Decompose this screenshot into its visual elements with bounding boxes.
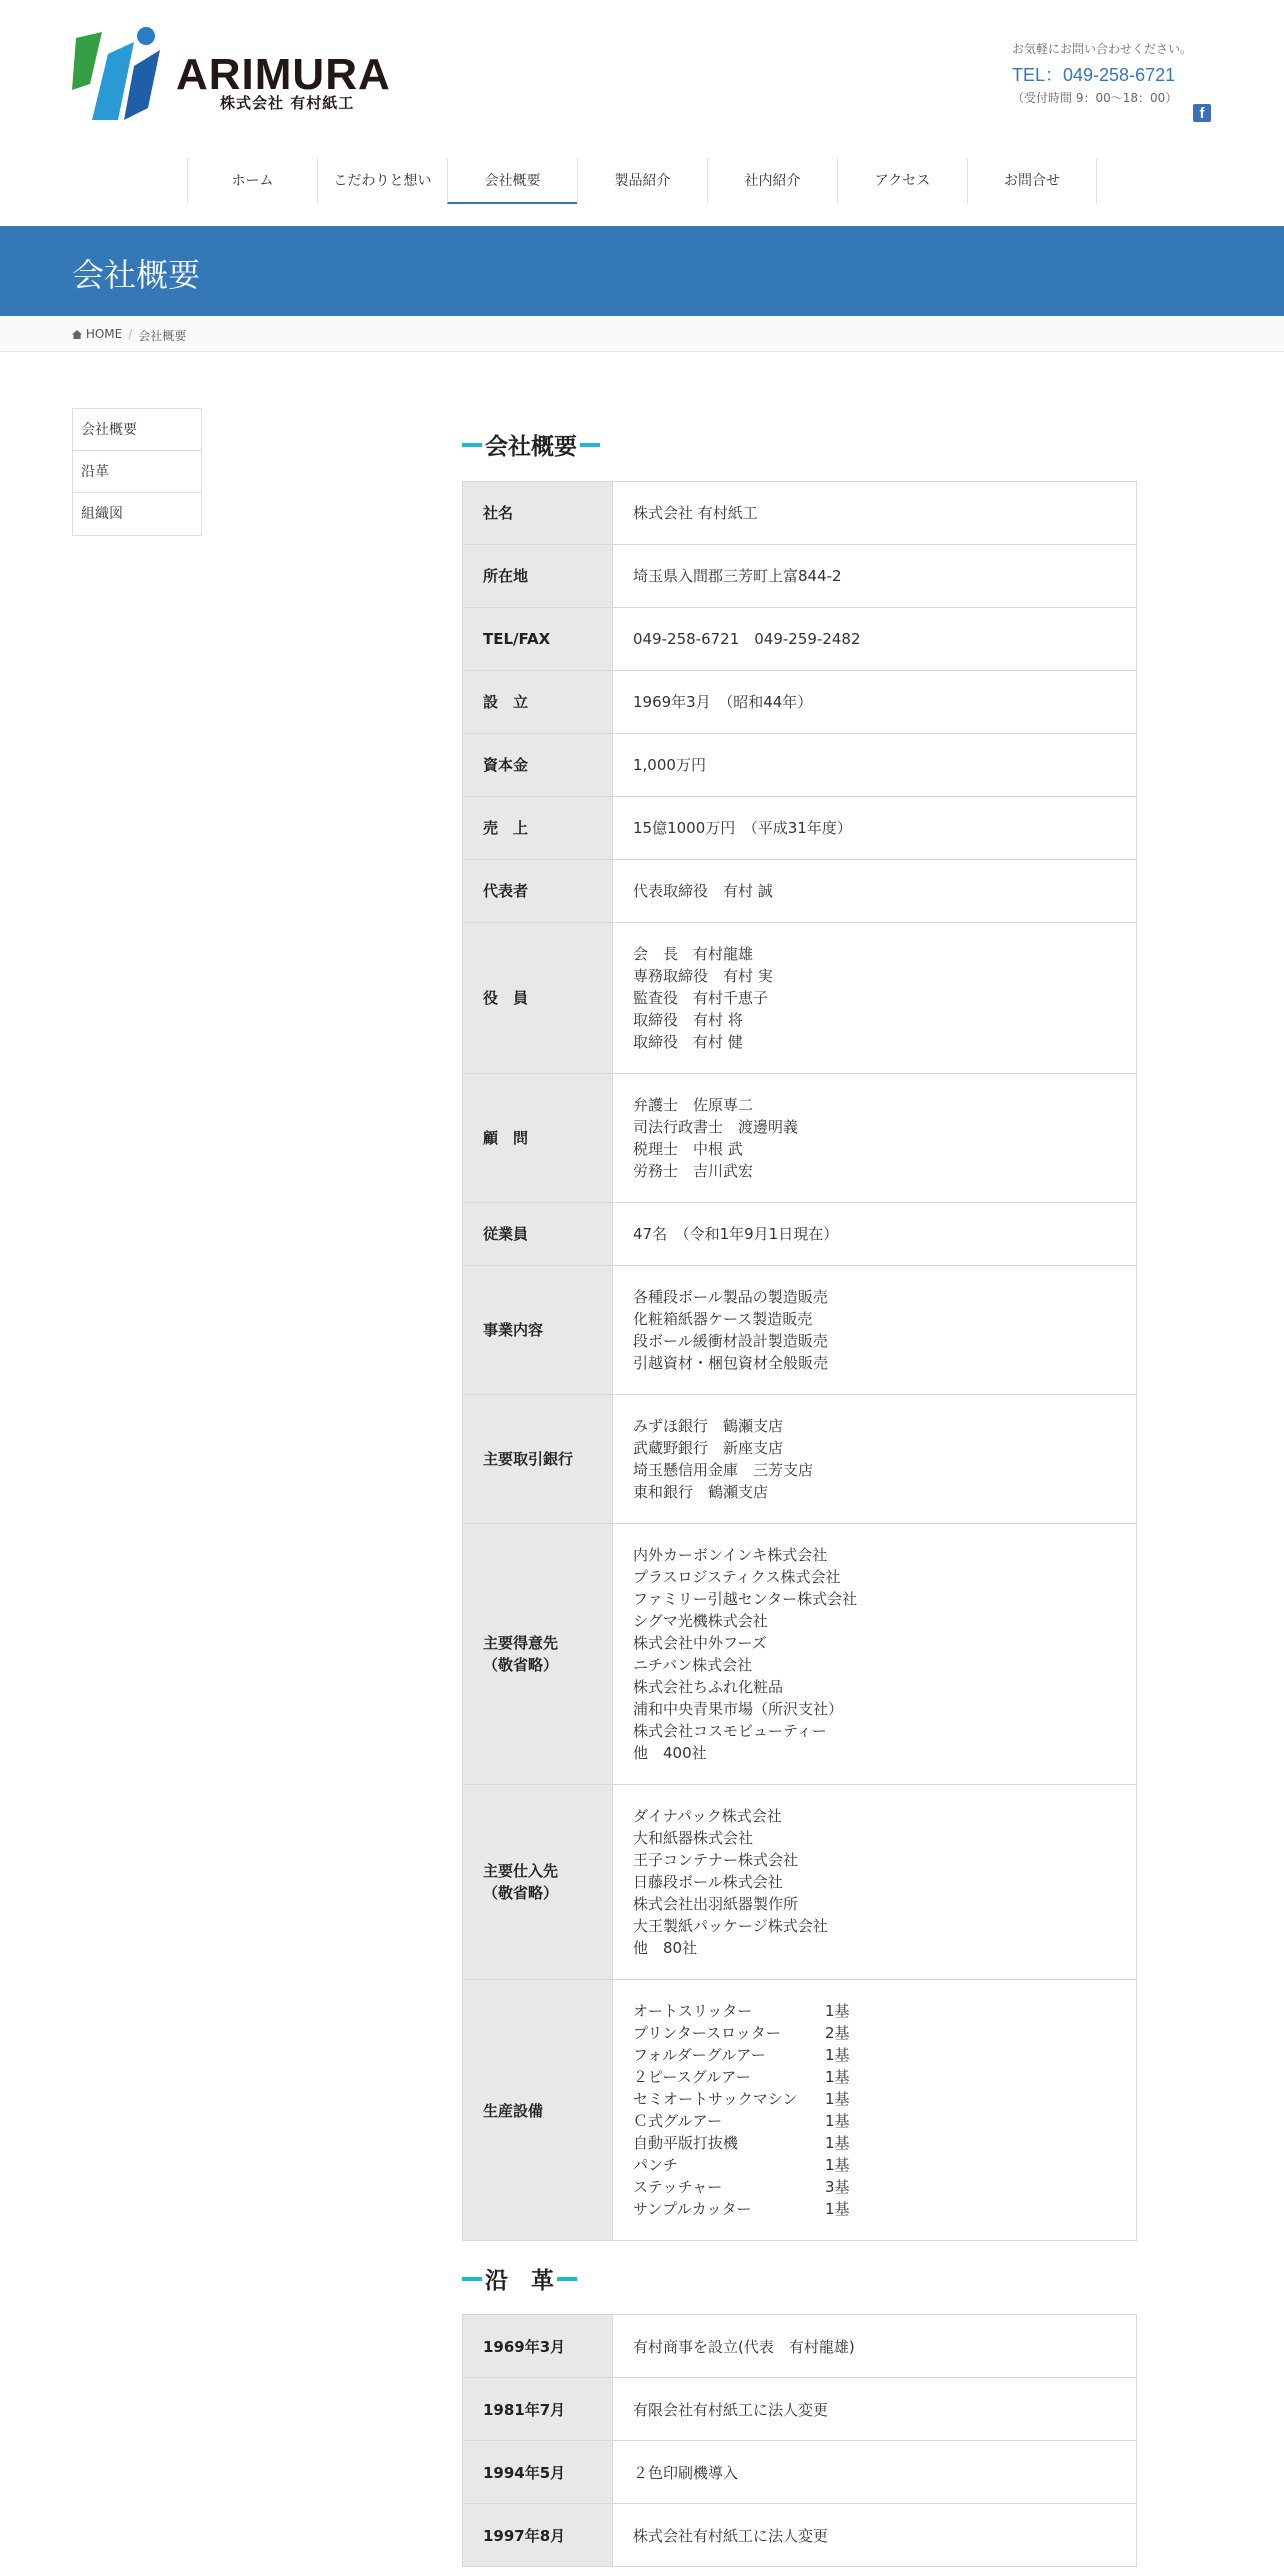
equipment-item <box>633 2132 1136 2154</box>
history-heading <box>462 2262 577 2295</box>
history-text: 株式会社有村紙工に法人変更 <box>613 2504 1137 2567</box>
overview-row <box>463 1203 1137 1266</box>
history-row <box>463 2315 1137 2378</box>
equipment-count: 1基 <box>825 2156 850 2174</box>
equipment-name: サンプルカッター <box>633 2200 752 2218</box>
equipment-item <box>633 2198 1136 2220</box>
row-value-text: 1969年3月 （昭和44年） <box>633 693 813 711</box>
heading-accent-bar <box>462 2277 482 2281</box>
equipment-name: オートスリッター <box>633 2002 753 2020</box>
global-nav <box>187 158 1097 204</box>
row-value-text: 代表取締役 有村 誠 <box>633 882 773 900</box>
facebook-icon[interactable]: f <box>1193 104 1211 122</box>
logo-company-name: 株式会社 有村紙工 <box>220 94 355 112</box>
equipment-item <box>633 2044 1136 2066</box>
row-value-text: 47名 （令和1年9月1日現在） <box>633 1225 839 1243</box>
equipment-item <box>633 2022 1136 2044</box>
overview-row <box>463 797 1137 860</box>
nav-item[interactable]: こだわりと想い <box>317 158 447 204</box>
header-contact <box>1012 40 1192 106</box>
equipment-name: セミオートサックマシン <box>633 2090 798 2108</box>
row-label: TEL/FAX <box>463 608 613 671</box>
equipment-name: 自動平版打抜機 <box>633 2134 739 2152</box>
subnav-item[interactable]: 組織図 <box>81 506 123 522</box>
row-value-text: みずほ銀行 鶴瀬支店 武蔵野銀行 新座支店 埼玉懸信用金庫 三芳支店 東和銀行 鶴瀬支店 <box>633 1417 814 1501</box>
equipment-item <box>633 2110 1136 2132</box>
equipment-count: 1基 <box>825 2200 850 2218</box>
site-logo[interactable] <box>72 24 392 124</box>
row-label: 代表者 <box>463 860 613 923</box>
overview-row <box>463 545 1137 608</box>
row-value <box>613 1266 1137 1395</box>
history-date: 1994年5月 <box>463 2441 613 2504</box>
row-value <box>613 1395 1137 1524</box>
contact-tel[interactable]: TEL：049-258-6721 <box>1012 65 1176 85</box>
breadcrumb <box>0 316 1284 352</box>
row-value <box>613 1785 1137 1980</box>
overview-row <box>463 860 1137 923</box>
equipment-name: ２ピースグルアー <box>633 2068 751 2086</box>
overview-heading <box>462 428 600 461</box>
row-value-text: 1,000万円 <box>633 756 706 774</box>
equipment-count: 1基 <box>825 2134 850 2152</box>
history-date: 1969年3月 <box>463 2315 613 2378</box>
equipment-item <box>633 2176 1136 2198</box>
nav-item[interactable]: 製品紹介 <box>577 158 707 204</box>
history-text: 有村商事を設立(代表 有村龍雄) <box>613 2315 1137 2378</box>
history-row <box>463 2378 1137 2441</box>
row-label: 資本金 <box>463 734 613 797</box>
overview-row <box>463 482 1137 545</box>
row-label: 事業内容 <box>463 1266 613 1395</box>
row-value-text: 15億1000万円 （平成31年度） <box>633 819 852 837</box>
row-value-text: 弁護士 佐原専二 司法行政書士 渡邊明義 税理士 中根 武 労務士 吉川武宏 <box>633 1096 799 1180</box>
row-value-text: 各種段ボール製品の製造販売 化粧箱紙器ケース製造販売 段ボール緩衝材設計製造販売 引越資材・梱包資材全般販売 <box>633 1288 829 1372</box>
nav-item[interactable]: アクセス <box>837 158 967 204</box>
overview-row <box>463 1785 1137 1980</box>
sub-nav <box>72 408 202 536</box>
row-label: 所在地 <box>463 545 613 608</box>
row-label: 主要取引銀行 <box>463 1395 613 1524</box>
overview-row-equipment <box>463 1980 1137 2241</box>
nav-item[interactable]: ホーム <box>187 158 317 204</box>
equipment-item <box>633 2066 1136 2088</box>
equipment-name: Ｃ式グルアー <box>633 2112 723 2130</box>
page-header-banner <box>0 226 1284 316</box>
row-label: 主要仕入先 （敬省略） <box>463 1785 613 1980</box>
row-value <box>613 860 1137 923</box>
history-row <box>463 2441 1137 2504</box>
subnav-item[interactable]: 沿革 <box>73 451 201 493</box>
equipment-count: 1基 <box>825 2046 850 2064</box>
row-value-text: 049-258-6721 049-259-2482 <box>633 630 861 648</box>
row-label: 顧 問 <box>463 1074 613 1203</box>
equipment-list <box>613 1980 1137 2241</box>
row-label: 主要得意先 （敬省略） <box>463 1524 613 1785</box>
row-value <box>613 734 1137 797</box>
breadcrumb-home-link[interactable] <box>72 327 122 344</box>
equipment-count: 1基 <box>825 2002 850 2020</box>
site-header <box>0 0 1284 189</box>
nav-item[interactable]: 社内紹介 <box>707 158 837 204</box>
row-label: 役 員 <box>463 923 613 1074</box>
history-row <box>463 2504 1137 2567</box>
equipment-item <box>633 2000 1136 2022</box>
row-label: 生産設備 <box>463 1980 613 2241</box>
heading-accent-bar <box>580 443 600 447</box>
breadcrumb-current: 会社概要 <box>138 329 187 343</box>
subnav-item[interactable]: 会社概要 <box>73 409 201 451</box>
overview-row <box>463 1266 1137 1395</box>
row-label: 従業員 <box>463 1203 613 1266</box>
contact-note: お気軽にお問い合わせください。 <box>1012 42 1193 56</box>
row-value-text: 埼玉県入間郡三芳町上富844-2 <box>633 567 842 585</box>
overview-heading-text: 会社概要 <box>485 434 577 460</box>
overview-row <box>463 734 1137 797</box>
history-table <box>462 2314 1137 2567</box>
overview-table <box>462 481 1137 2241</box>
history-text: 有限会社有村紙工に法人変更 <box>613 2378 1137 2441</box>
logo-mark-icon <box>72 24 168 124</box>
row-label: 売 上 <box>463 797 613 860</box>
nav-item[interactable]: 会社概要 <box>447 158 577 204</box>
row-value <box>613 545 1137 608</box>
row-value-text: 内外カーボンインキ株式会社 プラスロジスティクス株式会社 ファミリー引越センター株式会社 シグマ光機株式会社 株式会社中外フーズ ニチバン株式会社 株式会社ちふれ化粧品 浦和中央青果市場（所沢支社） 株式会社コスモビューティー 他 400社 <box>633 1546 858 1762</box>
history-date: 1997年8月 <box>463 2504 613 2567</box>
overview-row <box>463 671 1137 734</box>
row-value <box>613 1524 1137 1785</box>
page-title: 会社概要 <box>72 256 201 294</box>
overview-row <box>463 1074 1137 1203</box>
row-value <box>613 797 1137 860</box>
overview-row <box>463 923 1137 1074</box>
equipment-count: 3基 <box>825 2178 850 2196</box>
contact-hours: （受付時間 9：00～18：00） <box>1012 91 1178 105</box>
row-value <box>613 923 1137 1074</box>
row-value <box>613 482 1137 545</box>
row-value <box>613 1203 1137 1266</box>
heading-accent-bar <box>557 2277 577 2281</box>
equipment-count: 1基 <box>825 2112 850 2130</box>
equipment-name: パンチ <box>633 2156 679 2174</box>
row-label: 設 立 <box>463 671 613 734</box>
row-value <box>613 608 1137 671</box>
row-value <box>613 1074 1137 1203</box>
breadcrumb-home-label: HOME <box>85 327 123 341</box>
row-value-text: ダイナパック株式会社 大和紙器株式会社 王子コンテナー株式会社 日藤段ボール株式会社 株式会社出羽紙器製作所 大王製紙パッケージ株式会社 他 80社 <box>633 1807 828 1957</box>
equipment-item <box>633 2088 1136 2110</box>
equipment-count: 1基 <box>825 2068 850 2086</box>
history-text: ２色印刷機導入 <box>613 2441 1137 2504</box>
equipment-name: フォルダーグルアー <box>633 2046 766 2064</box>
history-date: 1981年7月 <box>463 2378 613 2441</box>
overview-row <box>463 608 1137 671</box>
nav-item[interactable]: お問合せ <box>967 158 1097 204</box>
overview-row <box>463 1395 1137 1524</box>
row-label: 社名 <box>463 482 613 545</box>
breadcrumb-separator: / <box>128 327 133 341</box>
equipment-count: 2基 <box>825 2024 850 2042</box>
home-icon <box>72 330 82 339</box>
equipment-count: 1基 <box>825 2090 850 2108</box>
logo-wordmark-text: ARIMURA <box>176 50 391 99</box>
history-heading-text: 沿 革 <box>485 2268 554 2294</box>
row-value-text: 株式会社 有村紙工 <box>633 504 758 522</box>
heading-accent-bar <box>462 443 482 447</box>
equipment-name: ステッチャー <box>633 2178 723 2196</box>
row-value-text: 会 長 有村龍雄 専務取締役 有村 実 監査役 有村千恵子 取締役 有村 将 取締役 有村 健 <box>633 945 773 1051</box>
overview-row <box>463 1524 1137 1785</box>
equipment-name: プリンタースロッター <box>633 2024 781 2042</box>
row-value <box>613 671 1137 734</box>
equipment-item <box>633 2154 1136 2176</box>
